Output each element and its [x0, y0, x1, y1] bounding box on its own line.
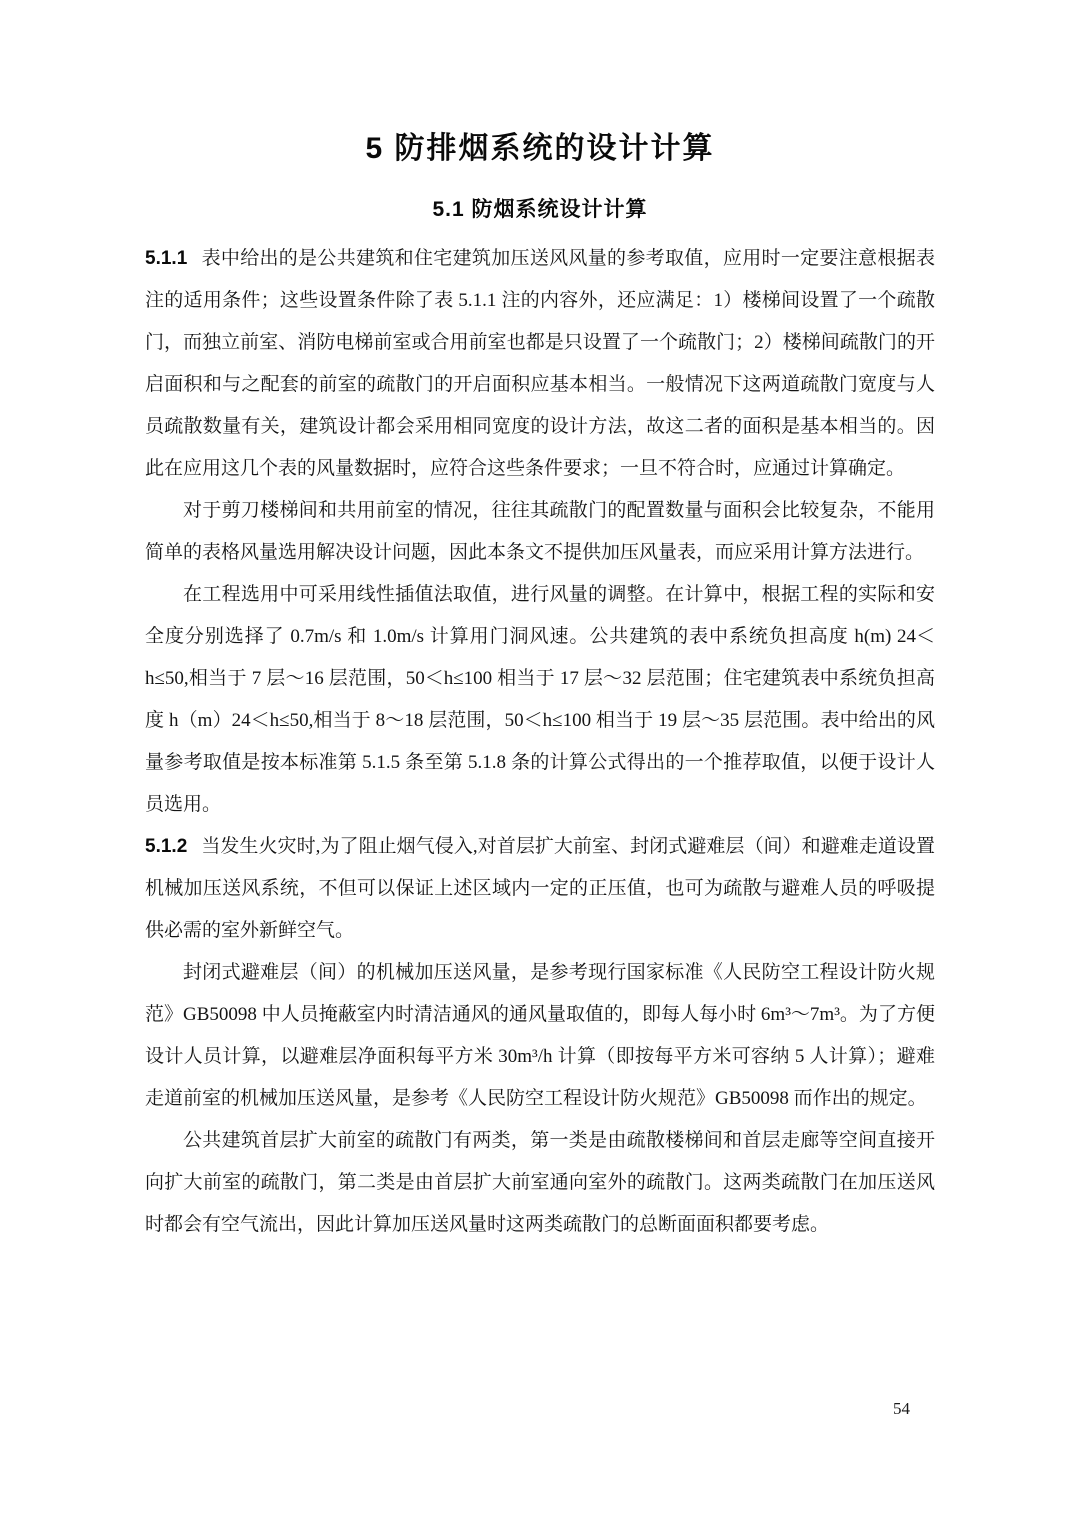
paragraph-text: 封闭式避难层（间）的机械加压送风量，是参考现行国家标准《人民防空工程设计防火规范》GB50098 中人员掩蔽室内时清洁通风的通风量取值的，即每人每小时 6m³～7m³。为了方便设计人员计算，以避难层净面积每平方米 30m³/h 计算（即按每平方米可容纳 5 人计算）；避难走道前室的机械加压送风量，是参考《人民防空工程设计防火规范》GB50098 而作出的规定。	[145, 962, 935, 1110]
paragraph-clause-5-1-2	[145, 826, 935, 952]
paragraph-scissor-stairs	[145, 490, 935, 574]
paragraph-clause-5-1-1	[145, 238, 935, 490]
paragraph-enlarged-anteroom	[145, 1120, 935, 1246]
paragraph-text: 公共建筑首层扩大前室的疏散门有两类，第一类是由疏散楼梯间和首层走廊等空间直接开向扩大前室的疏散门，第二类是由首层扩大前室通向室外的疏散门。这两类疏散门在加压送风时都会有空气流出，因此计算加压送风量时这两类疏散门的总断面面积都要考虑。	[145, 1130, 935, 1236]
paragraph-interpolation	[145, 574, 935, 826]
page-content	[145, 0, 935, 1246]
body-text	[145, 238, 935, 1246]
section-title: 5.1 防烟系统设计计算	[432, 198, 648, 221]
paragraph-text: 在工程选用中可采用线性插值法取值，进行风量的调整。在计算中，根据工程的实际和安全度分别选择了 0.7m/s 和 1.0m/s 计算用门洞风速。公共建筑的表中系统负担高度 h(m) 24＜h≤50,相当于 7 层～16 层范围，50＜h≤100 相当于 17 层～32 层范围；住宅建筑表中系统负担高度 h（m）24＜h≤50,相当于 8～18 层范围，50＜h≤100 相当于 19 层～35 层范围。表中给出的风量参考取值是按本标准第 5.1.5 条至第 5.1.8 条的计算公式得出的一个推荐取值，以便于设计人员选用。	[145, 584, 935, 816]
clause-number-5-1-1: 5.1.1	[145, 248, 188, 270]
paragraph-text: 表中给出的是公共建筑和住宅建筑加压送风风量的参考取值，应用时一定要注意根据表注的适用条件；这些设置条件除了表 5.1.1 注的内容外，还应满足：1）楼梯间设置了一个疏散门，而独立前室、消防电梯前室或合用前室也都是只设置了一个疏散门；2）楼梯间疏散门的开启面积和与之配套的前室的疏散门的开启面积应基本相当。一般情况下这两道疏散门宽度与人员疏散数量有关，建筑设计都会采用相同宽度的设计方法，故这二者的面积是基本相当的。因此在应用这几个表的风量数据时，应符合这些条件要求；一旦不符合时，应通过计算确定。	[145, 248, 935, 480]
paragraph-refuge-floor	[145, 952, 935, 1120]
clause-number-5-1-2: 5.1.2	[145, 836, 188, 858]
paragraph-text: 当发生火灾时,为了阻止烟气侵入,对首层扩大前室、封闭式避难层（间）和避难走道设置机械加压送风系统，不但可以保证上述区域内一定的正压值，也可为疏散与避难人员的呼吸提供必需的室外新鲜空气。	[145, 836, 935, 942]
paragraph-text: 对于剪刀楼梯间和共用前室的情况，往往其疏散门的配置数量与面积会比较复杂，不能用简单的表格风量选用解决设计问题，因此本条文不提供加压风量表，而应采用计算方法进行。	[145, 500, 935, 564]
chapter-title: 5 防排烟系统的设计计算	[365, 132, 715, 165]
page-number: 54	[893, 1399, 910, 1418]
